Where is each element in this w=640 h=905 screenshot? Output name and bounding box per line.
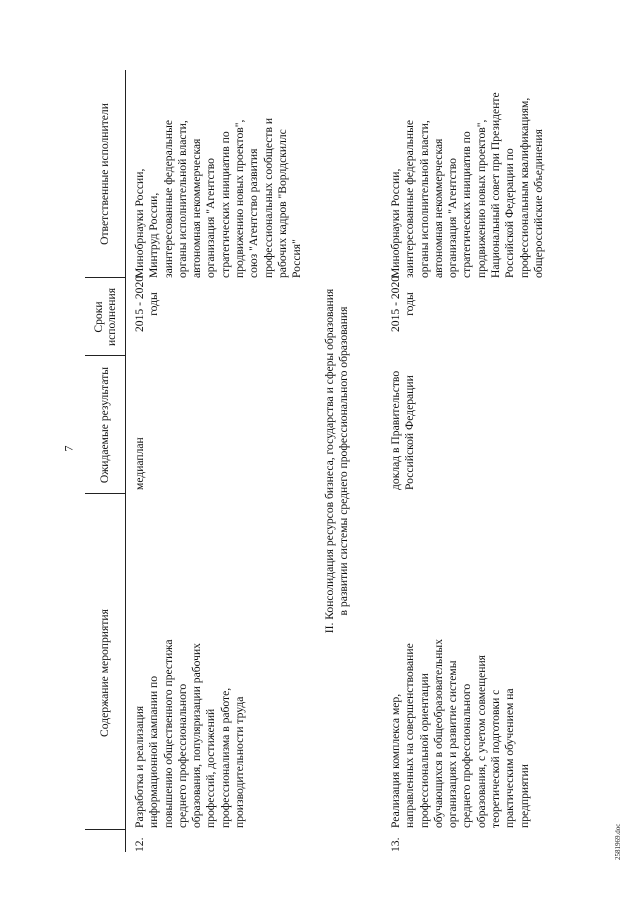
row-13-executors: Минобрнауки России, заинтересованные федеральные органы исполнительной власти, автономная некоммерческая организация "Агентство стратегических инициатив по продвижению новых проектов", Национальный совет при Президенте Российской Федерации по профессиональным квалификациям, общероссийские объединения (389, 92, 545, 278)
activities-table (85, 70, 545, 852)
divider (85, 493, 125, 494)
row-12-content: Разработка и реализация информационной кампании по повышению общественного престижа среднего профессионального образования, популяризации рабочих профессий, достижений профессионализма в работе, производительности труда (133, 639, 247, 828)
header-content: Содержание мероприятия (85, 494, 126, 852)
row-12-result: медиаплан (133, 437, 146, 490)
row-13-term: 2015 - 2020 годы (389, 275, 417, 332)
header-results: Ожидаемые результаты (85, 356, 126, 494)
row-13-number: 13. (389, 837, 402, 852)
row-13-content: Реализация комплекса мер, направленных на совершенствование профессиональной ориентации обучающихся в общеобразовательных организациях и развитие системы среднего профессионального образования, с учетом совмещения теоретической подготовки с практическим обучением на предприятии (389, 639, 531, 828)
divider (85, 277, 125, 278)
row-12-executors: Минобрнауки России, Минтруд России, заинтересованные федеральные органы исполнительной власти, автономная некоммерческая организация "Агентство стратегических инициатив по продвижению новых проектов", союз "Агентство развития профессиональных сообществ и рабочих кадров "Ворлдскиллс Россия" (133, 117, 304, 278)
divider (85, 355, 125, 356)
header-executors: Ответственные исполнители (85, 70, 126, 278)
row-12-term: 2015 - 2020 годы (133, 275, 161, 332)
divider (85, 829, 125, 830)
section-heading: II. Консолидация ресурсов бизнеса, государства и сферы образования в развитии системы среднего профессионального образования (323, 288, 351, 634)
header-term: Сроки исполнения (85, 278, 126, 356)
row-13-result: доклад в Правительство Российской Федерации (389, 370, 417, 490)
page-number: 7 (61, 445, 76, 452)
footer-doc-code: 2581969.doc (614, 823, 622, 860)
row-12-number: 12. (133, 837, 146, 852)
